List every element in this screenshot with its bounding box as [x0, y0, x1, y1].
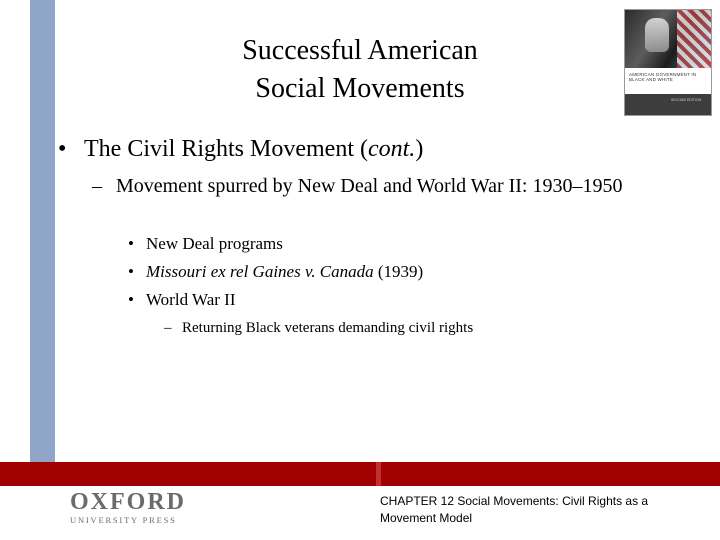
bullet-text-prefix: The Civil Rights Movement ( [84, 136, 368, 162]
cover-title: AMERICAN GOVERNMENT IN BLACK AND WHITE [629, 72, 697, 82]
footer-band-divider [376, 462, 381, 486]
case-name: Missouri ex rel Gaines v. Canada [146, 262, 374, 281]
bullet-text: New Deal programs [146, 234, 283, 253]
bullet-text: Movement spurred by New Deal and World War II: 1930–1950 [116, 175, 623, 197]
bullet-text [84, 134, 423, 164]
slide-title-line1: Successful American [242, 35, 478, 66]
flag-stripes-icon [677, 10, 712, 68]
case-year: (1939) [373, 262, 424, 281]
slide-title [160, 32, 560, 108]
chapter-caption [380, 493, 700, 527]
chapter-line2: Movement Model [380, 511, 473, 525]
publisher-name: OXFORD [70, 489, 186, 515]
bullet-marker: • [128, 234, 134, 253]
bullet-marker: • [128, 290, 134, 309]
dash-marker: – [92, 175, 102, 197]
bullet-text-suffix: ) [415, 136, 424, 162]
book-cover-image [624, 9, 712, 116]
publisher-sub: UNIVERSITY PRESS [70, 515, 177, 525]
slide-title-line2: Social Movements [255, 73, 465, 104]
oxford-logo [70, 490, 186, 526]
bullet-text: World War II [146, 290, 236, 309]
raised-hand-icon [645, 18, 669, 52]
bullet-text: Returning Black veterans demanding civil rights [182, 320, 474, 336]
left-accent-bar [30, 0, 55, 462]
footer-band [0, 462, 720, 486]
bullet-text-italic: cont. [367, 136, 416, 162]
bullet-marker: • [58, 136, 67, 162]
chapter-line1: CHAPTER 12 Social Movements: Civil Rights as a [380, 494, 649, 508]
cover-edition: SECOND EDITION [671, 98, 702, 102]
bullet-text [146, 261, 423, 283]
dash-marker: – [164, 320, 172, 336]
bullet-marker: • [128, 262, 134, 281]
